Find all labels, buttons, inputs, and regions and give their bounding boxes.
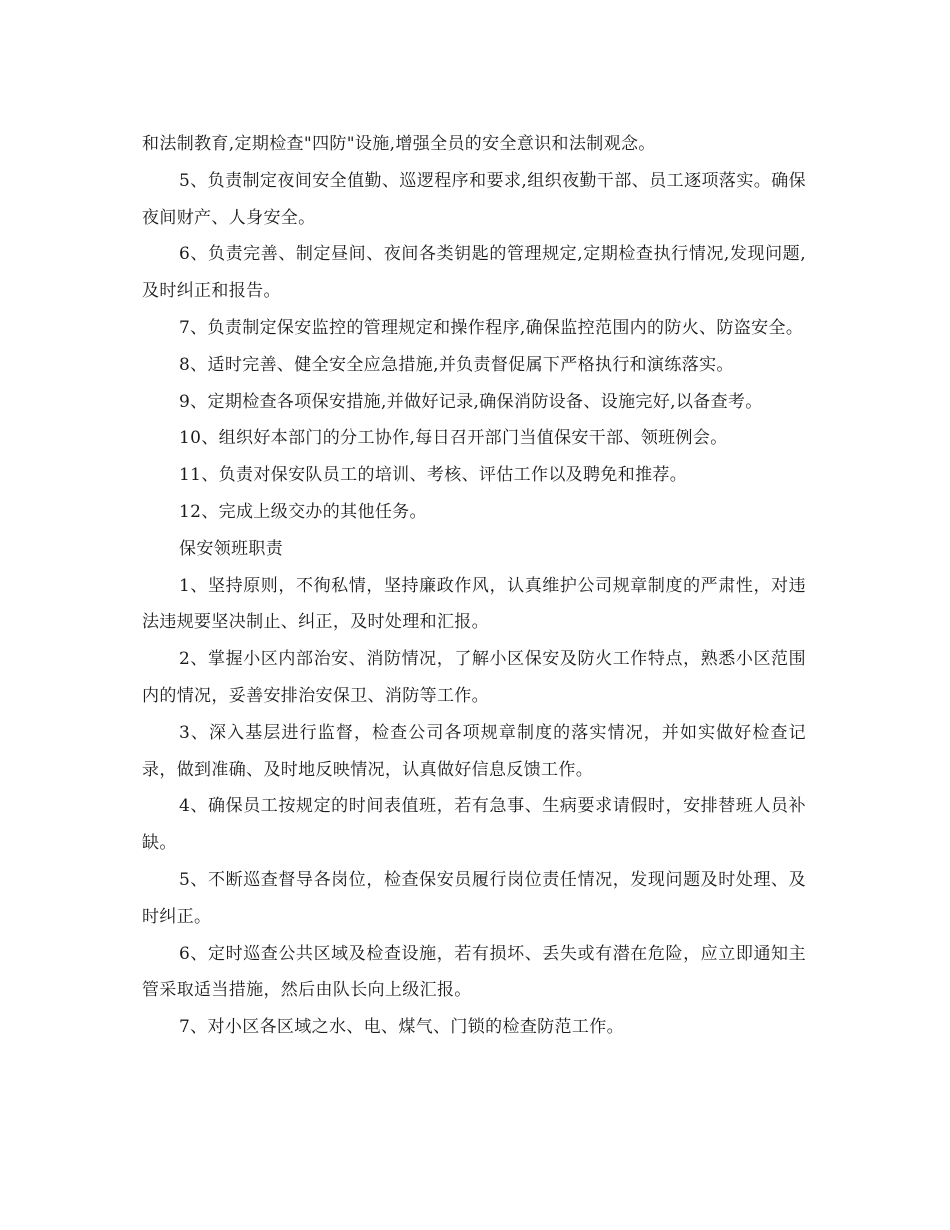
leader-duty-5: 5、不断巡查督导各岗位，检查保安员履行岗位责任情况，发现问题及时处理、及时纠正。 (142, 869, 806, 927)
paragraph-item-8: 8、适时完善、健全安全应急措施,并负责督促属下严格执行和演练落实。 (179, 354, 734, 375)
paragraph-item-12: 12、完成上级交办的其他任务。 (179, 501, 427, 522)
paragraph-item-7: 7、负责制定保安监控的管理规定和操作程序,确保监控范围内的防火、防盗安全。 (179, 317, 804, 338)
leader-duty-2: 2、掌握小区内部治安、消防情况，了解小区保安及防火工作特点，熟悉小区范围内的情况，妥善安排治安保卫、消防等工作。 (142, 649, 806, 706)
leader-duty-7: 7、对小区各区域之水、电、煤气、门锁的检查防范工作。 (179, 1017, 624, 1038)
section-heading: 保安领班职责 (179, 538, 284, 559)
leader-duty-3: 3、深入基层进行监督，检查公司各项规章制度的落实情况，并如实做好检查记录，做到准确、及时地反映情况，认真做好信息反馈工作。 (142, 722, 806, 780)
leader-duty-6: 6、定时巡查公共区域及检查设施，若有损坏、丢失或有潜在危险，应立即通知主管采取适当措施，然后由队长向上级汇报。 (142, 943, 806, 1001)
document-body (142, 126, 806, 1046)
leader-duty-4: 4、确保员工按规定的时间表值班，若有急事、生病要求请假时，安排替班人员补缺。 (142, 796, 806, 854)
paragraph-item-6: 6、负责完善、制定昼间、夜间各类钥匙的管理规定,定期检查执行情况,发现问题,及时纠正和报告。 (142, 244, 806, 302)
paragraph-item-11: 11、负责对保安队员工的培训、考核、评估工作以及聘免和推荐。 (179, 465, 688, 486)
leader-duty-1: 1、坚持原则，不徇私情，坚持廉政作风，认真维护公司规章制度的严肃性，对违法违规要坚决制止、纠正，及时处理和汇报。 (142, 575, 806, 633)
paragraph-item-9: 9、定期检查各项保安措施,并做好记录,确保消防设备、设施完好,以备查考。 (179, 391, 763, 412)
paragraph-item-10: 10、组织好本部门的分工协作,每日召开部门当值保安干部、领班例会。 (179, 428, 728, 449)
paragraph-continuation: 和法制教育,定期检查"四防"设施,增强全员的安全意识和法制观念。 (142, 134, 656, 154)
paragraph-item-5: 5、负责制定夜间安全值勤、巡逻程序和要求,组织夜勤干部、员工逐项落实。确保夜间财产、人身安全。 (142, 170, 806, 228)
